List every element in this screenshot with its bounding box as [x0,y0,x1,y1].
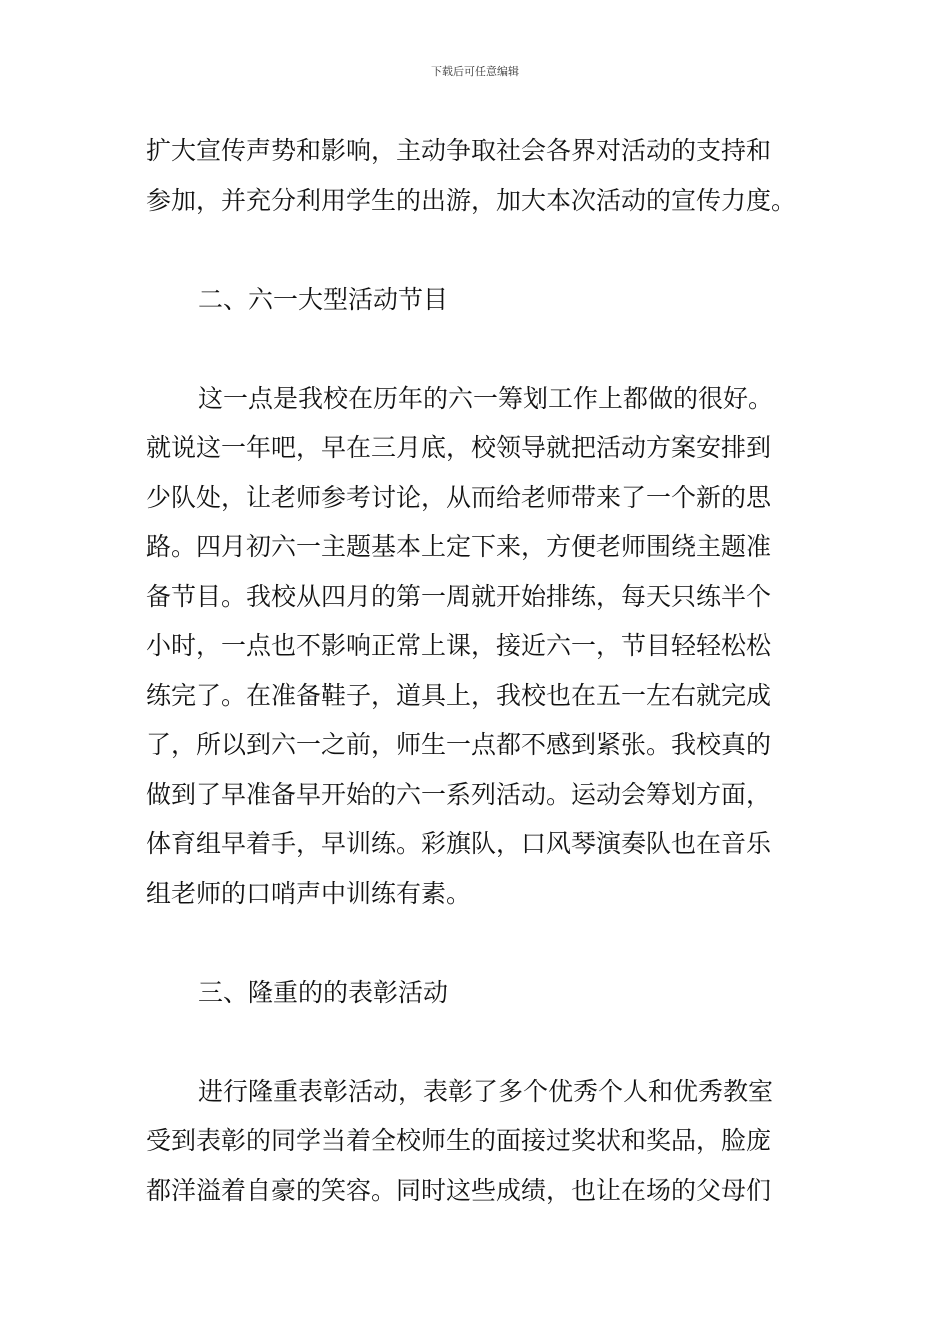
paragraph-line: 进行隆重表彰活动，表彰了多个优秀个人和优秀教室 [198,1076,774,1106]
paragraph-line: 小时，一点也不影响正常上课，接近六一，节目轻轻松松 [146,631,772,660]
paragraph-line: 少队处，让老师参考讨论，从而给老师带来了一个新的思 [146,482,772,512]
paragraph-commendation [146,1067,811,1216]
paragraph-line: 做到了早准备早开始的六一系列活动。运动会筹划方面， [146,779,772,809]
document-body [146,126,811,1215]
paragraph-line: 组老师的口哨声中训练有素。 [146,878,472,908]
section-heading-3: 三、隆重的的表彰活动 [198,977,449,1007]
paragraph-line: 体育组早着手，早训练。彩旗队，口风琴演奏队也在音乐 [146,829,772,858]
paragraph-line: 了，所以到六一之前，师生一点都不感到紧张。我校真的 [146,730,772,759]
paragraph-line: 就说这一年吧，早在三月底，校领导就把活动方案安排到 [146,433,772,462]
section-heading-2: 二、六一大型活动节目 [198,284,449,314]
paragraph-gap [146,918,811,968]
page-header-note: 下载后可任意编辑 [431,65,519,78]
paragraph-line: 路。四月初六一主题基本上定下来，方便老师围绕主题准 [146,532,772,561]
paragraph-gap [146,225,811,275]
paragraph-line: 这一点是我校在历年的六一筹划工作上都做的很好。 [198,383,774,413]
paragraph-publicity [146,126,811,225]
paragraph-line: 受到表彰的同学当着全校师生的面接过奖状和奖品，脸庞 [146,1126,772,1155]
paragraph-line: 扩大宣传声势和影响，主动争取社会各界对活动的支持和 [146,136,772,165]
paragraph-program [146,374,811,919]
paragraph-gap [146,324,811,374]
paragraph-line: 都洋溢着自豪的笑容。同时这些成绩，也让在场的父母们 [146,1175,772,1205]
paragraph-line: 参加，并充分利用学生的出游，加大本次活动的宣传力度。 [146,185,797,215]
paragraph-gap [146,1017,811,1067]
paragraph-line: 备节目。我校从四月的第一周就开始排练，每天只练半个 [146,581,772,611]
paragraph-line: 练完了。在准备鞋子，道具上，我校也在五一左右就完成 [146,680,772,710]
